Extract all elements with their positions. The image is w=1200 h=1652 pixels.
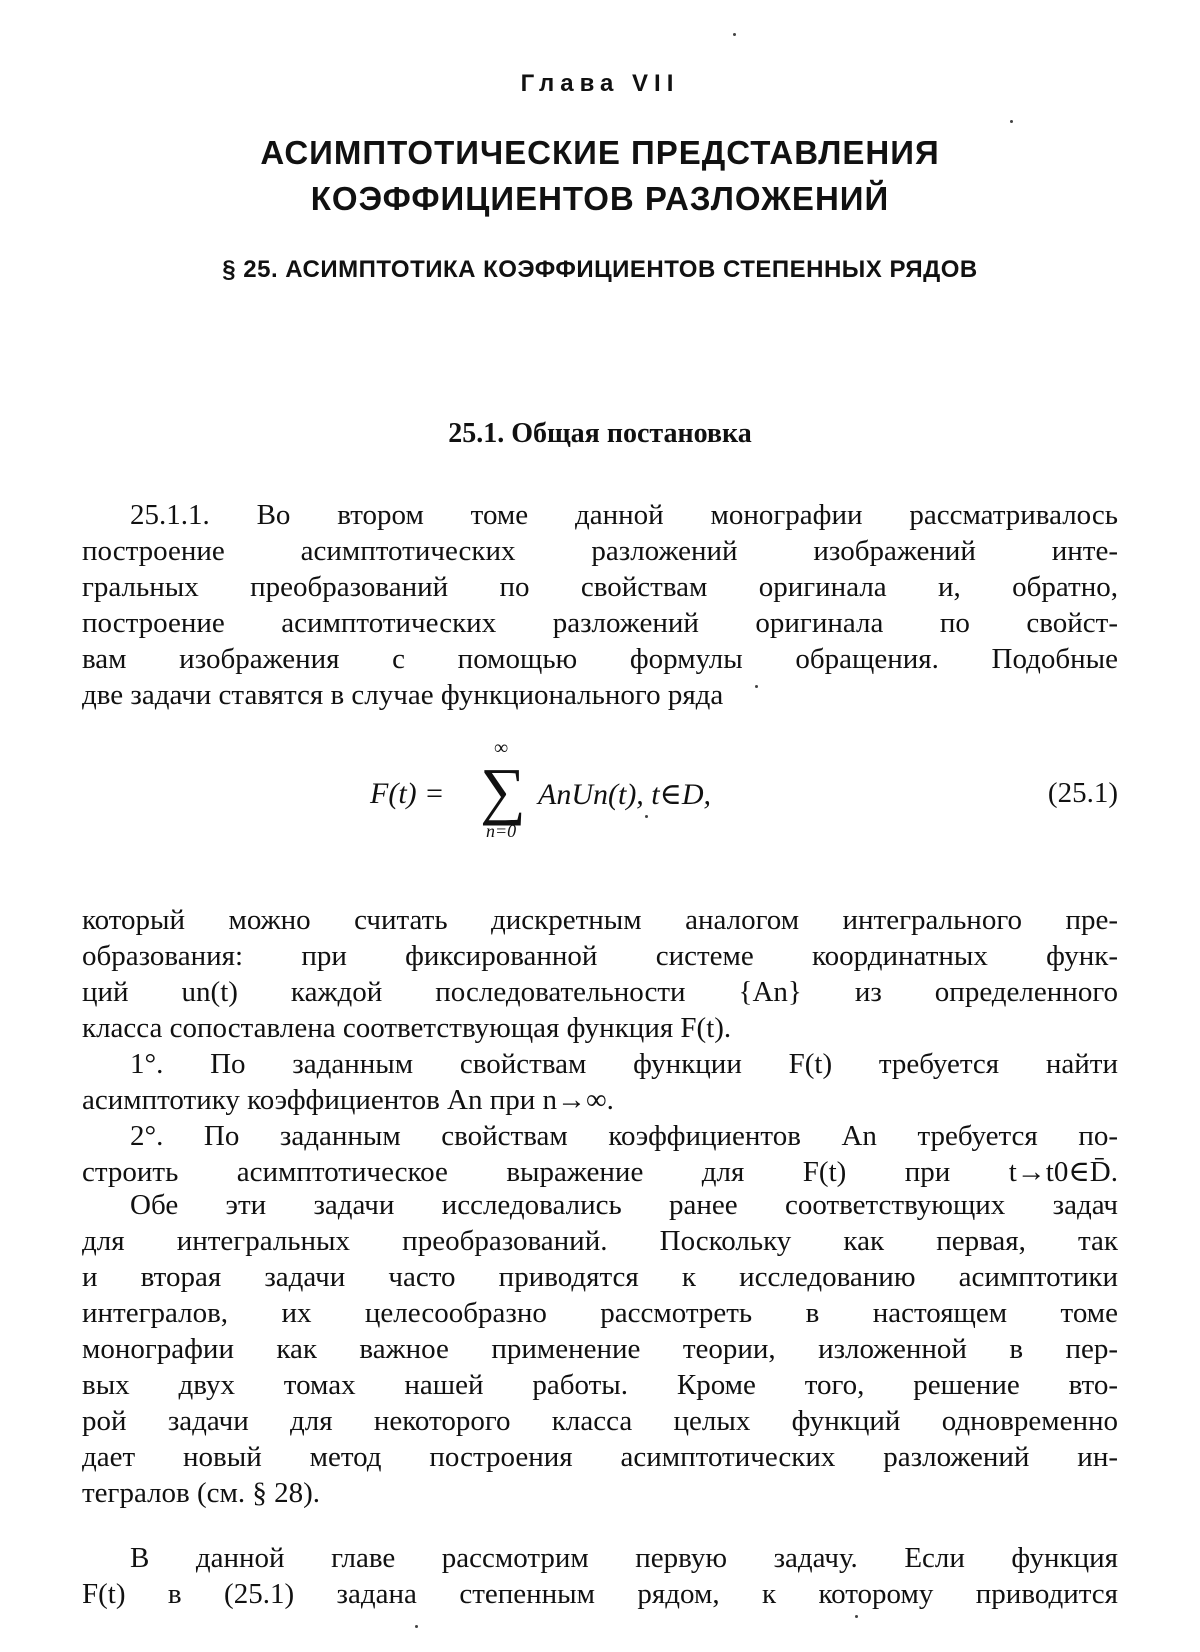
paragraph-6 xyxy=(82,1540,1118,1612)
equation-number: (25.1) xyxy=(1047,777,1118,809)
equation-25-1 xyxy=(0,737,1200,847)
chapter-title xyxy=(0,130,1200,222)
paragraph-line: В данной главе рассмотрим первую задачу. Если функция xyxy=(130,1542,1118,1574)
equation-rhs: AnUn(t), t∈D, xyxy=(538,778,712,811)
paragraph-line: интегралов, их целесообразно рассмотреть в настоящем томе xyxy=(82,1297,1118,1329)
paragraph-line: монографии как важное применение теории, изложенной в пер- xyxy=(82,1333,1118,1365)
paragraph-line: строить асимптотическое выражение для F(t) при t→t0∈D̄. xyxy=(82,1156,1118,1188)
scan-speck xyxy=(755,685,758,688)
paragraph-line: рой задачи для некоторого класса целых функций одновременно xyxy=(82,1405,1118,1437)
scan-speck xyxy=(1010,120,1013,123)
paragraph-line: построение асимптотических разложений изображений инте- xyxy=(82,535,1118,567)
paragraph-line: 1°. По заданным свойствам функции F(t) требуется найти xyxy=(130,1048,1118,1080)
scan-speck xyxy=(415,1625,418,1628)
equation-lhs: F(t) = xyxy=(370,777,445,810)
paragraph-line: вых двух томах нашей работы. Кроме того, решение вто- xyxy=(82,1369,1118,1401)
subsection-title: 25.1. Общая постановка xyxy=(448,418,752,449)
paragraph-1 xyxy=(82,497,1118,713)
paragraph-line: асимптотику коэффициентов An при n→∞. xyxy=(82,1084,614,1116)
chapter-heading: Глава VII xyxy=(520,70,680,97)
paragraph-line: 2°. По заданным свойствам коэффициентов An требуется по- xyxy=(130,1120,1118,1152)
paragraph-line: образования: при фиксированной системе координатных функ- xyxy=(82,940,1118,972)
paragraph-line: дает новый метод построения асимптотических разложений ин- xyxy=(82,1441,1118,1473)
paragraph-line: ций un(t) каждой последовательности {An} из определенного xyxy=(82,976,1118,1008)
paragraph-5 xyxy=(82,1187,1118,1511)
paragraph-line: 25.1.1. Во втором томе данной монографии рассматривалось xyxy=(130,499,1118,531)
paragraph-line: класса сопоставлена соответствующая функция F(t). xyxy=(82,1012,732,1044)
paragraph-line: вам изображения с помощью формулы обращения. Подобные xyxy=(82,643,1118,675)
sum-upper-limit: ∞ xyxy=(494,737,509,759)
chapter-title-line-1: АСИМПТОТИЧЕСКИЕ ПРЕДСТАВЛЕНИЯ xyxy=(260,134,940,171)
paragraph-line: F(t) в (25.1) задана степенным рядом, к которому приводится xyxy=(82,1578,1118,1610)
paragraph-line: построение асимптотических разложений оригинала по свойст- xyxy=(82,607,1118,639)
scan-speck xyxy=(733,33,736,36)
sum-lower-limit: n=0 xyxy=(486,821,517,841)
paragraph-4 xyxy=(82,1118,1118,1190)
paragraph-line: гральных преобразований по свойствам оригинала и, обратно, xyxy=(82,571,1118,603)
paragraph-2 xyxy=(82,902,1118,1046)
paragraph-line: тегралов (см. § 28). xyxy=(82,1477,321,1509)
paragraph-line: и вторая задачи часто приводятся к исследованию асимптотики xyxy=(82,1261,1118,1293)
paragraph-line: для интегральных преобразований. Поскольку как первая, так xyxy=(82,1225,1118,1257)
paragraph-line: который можно считать дискретным аналогом интегрального пре- xyxy=(82,904,1118,936)
sum-sign-icon: ∑ xyxy=(480,755,526,826)
paragraph-3 xyxy=(82,1046,1118,1118)
section-title: § 25. АСИМПТОТИКА КОЭФФИЦИЕНТОВ СТЕПЕННЫХ РЯДОВ xyxy=(222,256,978,283)
paragraph-line: Обе эти задачи исследовались ранее соответствующих задач xyxy=(130,1189,1118,1221)
paragraph-line: две задачи ставятся в случае функционального ряда xyxy=(82,679,724,711)
scan-speck xyxy=(855,1615,858,1618)
scan-speck xyxy=(645,815,648,818)
chapter-title-line-2: КОЭФФИЦИЕНТОВ РАЗЛОЖЕНИЙ xyxy=(310,180,890,217)
